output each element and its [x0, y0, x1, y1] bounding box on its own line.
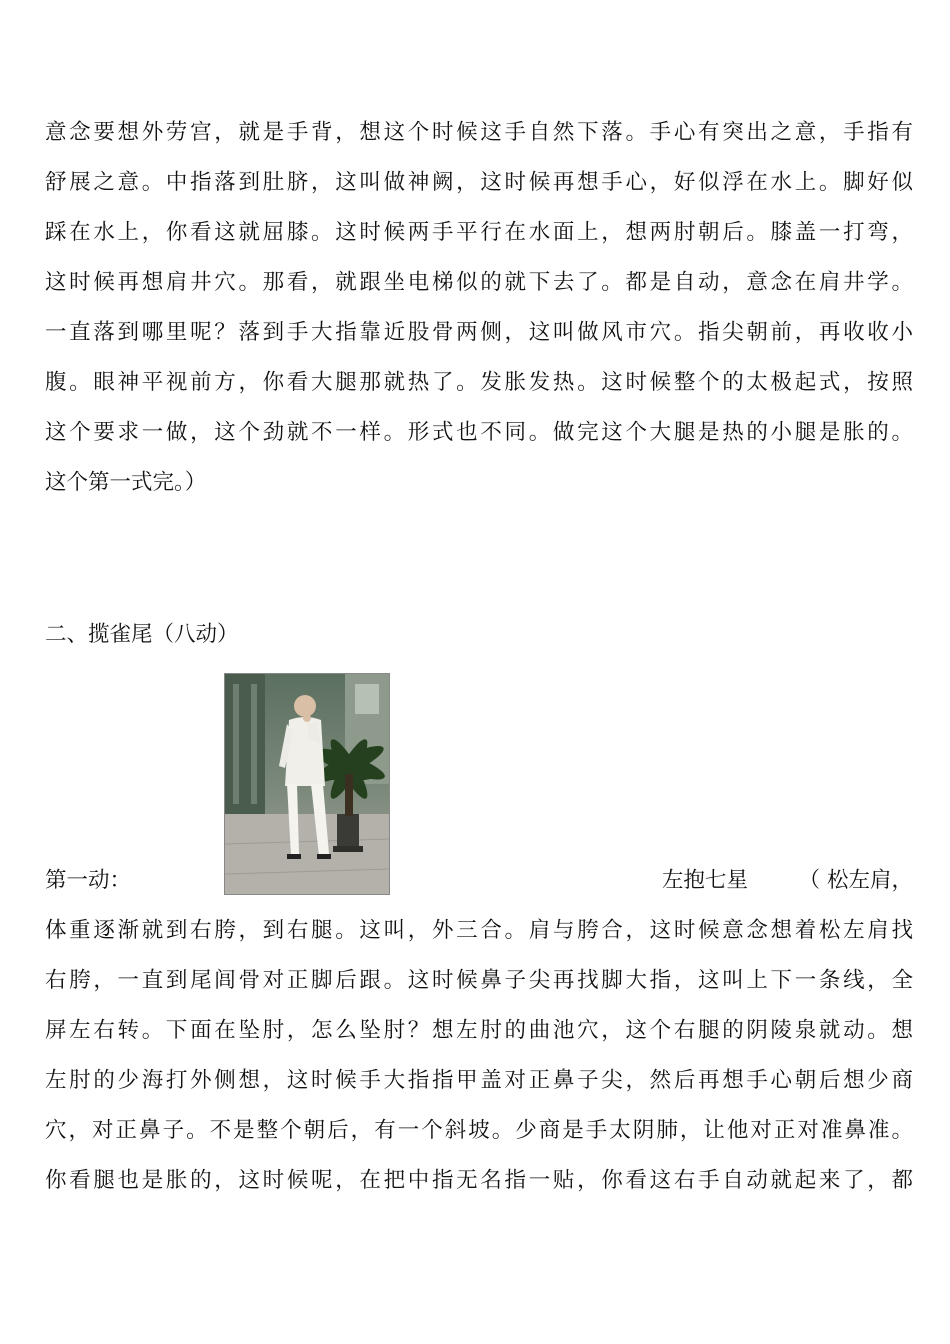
text-line: 踩在水上，你看这就屈膝。这时候两手平行在水面上，想两肘朝后。膝盖一打弯， — [45, 220, 913, 245]
text-line: 一直落到哪里呢？落到手大指靠近股骨两侧，这叫做风市穴。指尖朝前，再收收小 — [45, 320, 913, 345]
text-line: 这时候再想肩井穴。那看，就跟坐电梯似的就下去了。都是自动，意念在肩井学。 — [45, 270, 913, 295]
text-line: 这个第一式完。） — [45, 470, 207, 495]
section-heading: 二、揽雀尾（八动） — [45, 622, 239, 647]
text-line: 体重逐渐就到右胯，到右腿。这叫，外三合。肩与胯合，这时候意念想着松左肩找 — [45, 918, 913, 943]
text-line: 这个要求一做，这个劲就不一样。形式也不同。做完这个大腿是热的小腿是胀的。 — [45, 420, 913, 445]
text-line: 腹。眼神平视前方，你看大腿那就热了。发胀发热。这时候整个的太极起式，按照 — [45, 370, 913, 395]
move-title-line — [662, 866, 913, 896]
tai-chi-photo — [224, 673, 390, 895]
text-line: 舒展之意。中指落到肚脐，这叫做神阙，这时候再想手心，好似浮在水上。脚好似 — [45, 170, 913, 195]
text-line: 意念要想外劳宫，就是手背，想这个时候这手自然下落。手心有突出之意，手指有 — [45, 120, 913, 145]
text-line: 右胯，一直到尾闾骨对正脚后跟。这时候鼻子尖再找脚大指，这叫上下一条线，全 — [45, 968, 913, 993]
text-line: 你看腿也是胀的，这时候呢，在把中指无名指一贴，你看这右手自动就起来了，都 — [45, 1168, 913, 1193]
move-label: 第一动： — [45, 868, 132, 893]
text-line: 穴，对正鼻子。不是整个朝后，有一个斜坡。少商是手太阴肺，让他对正对准鼻准。 — [45, 1118, 913, 1143]
move-name: 左抱七星 — [662, 868, 749, 893]
move-open-text: （ 松左肩， — [798, 868, 913, 893]
text-line: 屏左右转。下面在坠肘，怎么坠肘？想左肘的曲池穴，这个右腿的阴陵泉就动。想 — [45, 1018, 913, 1043]
text-line: 左肘的少海打外侧想，这时候手大指指甲盖对正鼻子尖，然后再想手心朝后想少商 — [45, 1068, 913, 1093]
